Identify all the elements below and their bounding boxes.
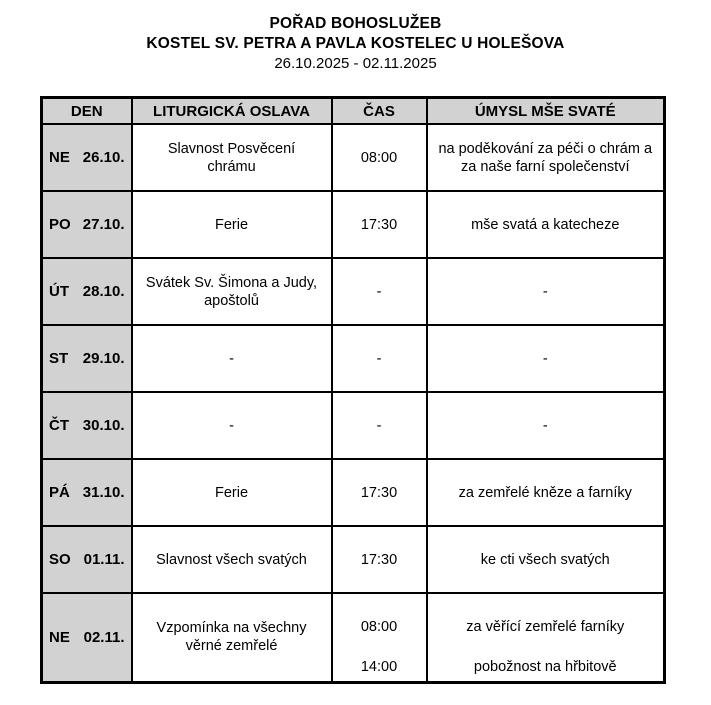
- page-subtitle: KOSTEL SV. PETRA A PAVLA KOSTELEC U HOLEŠOVA: [146, 35, 565, 52]
- intention-line: -: [542, 417, 548, 434]
- table-row: [42, 392, 665, 459]
- day-cell: [42, 392, 132, 459]
- time-cell: [332, 459, 427, 526]
- day-date: 26.10.: [82, 149, 125, 166]
- intention-block: [428, 283, 664, 301]
- day-cell: [42, 593, 132, 682]
- day-date: 02.11.: [83, 628, 125, 646]
- time-value: 14:00: [360, 659, 398, 676]
- intention-cell: [427, 191, 665, 258]
- day-wrap: [43, 283, 131, 300]
- date-range: 26.10.2025 - 02.11.2025: [274, 55, 437, 72]
- intention-cell: [427, 392, 665, 459]
- day-wrap: [43, 484, 131, 501]
- intention-cell: [427, 325, 665, 392]
- celebration-cell: [132, 325, 332, 392]
- celebration-cell: [132, 392, 332, 459]
- day-abbr: ČT: [49, 417, 69, 434]
- table-row: [42, 124, 665, 191]
- intention-line: ke cti všech svatých: [480, 551, 610, 568]
- celebration-line: Slavnost Posvěcení: [167, 140, 296, 157]
- intention-block: [428, 484, 664, 502]
- day-date: 28.10.: [82, 283, 125, 300]
- celebration-line: -: [229, 350, 234, 367]
- day-abbr: PÁ: [49, 484, 70, 501]
- table-row: [42, 526, 665, 593]
- day-wrap: [43, 350, 131, 367]
- celebration-cell: [132, 593, 332, 682]
- time-cell: [332, 258, 427, 325]
- celebration-line: Svátek Sv. Šimona a Judy,: [145, 274, 318, 291]
- intention-block: [428, 551, 664, 569]
- day-cell: [42, 258, 132, 325]
- celebration-line: Ferie: [214, 484, 249, 501]
- intention-block: [428, 658, 664, 676]
- day-abbr: NE: [49, 149, 70, 166]
- intention-line: pobožnost na hřbitově: [473, 659, 617, 676]
- intention-line: za věřící zemřelé farníky: [466, 619, 625, 636]
- time-cell: [332, 325, 427, 392]
- col-header-cas: ČAS: [332, 98, 427, 125]
- intention-line: za zemřelé kněze a farníky: [458, 484, 632, 501]
- celebration-cell: [132, 526, 332, 593]
- intention-line: za naše farní společenství: [461, 158, 630, 175]
- table-row: [42, 325, 665, 392]
- day-date: 30.10.: [82, 417, 125, 434]
- schedule-body: [42, 124, 665, 682]
- celebration-cell: [132, 191, 332, 258]
- celebration-line: chrámu: [207, 158, 256, 175]
- schedule-header: [42, 98, 665, 125]
- intention-cell: [427, 459, 665, 526]
- intention-cell: [427, 258, 665, 325]
- intention-block: [428, 618, 664, 636]
- page-title: POŘAD BOHOSLUŽEB: [269, 15, 442, 32]
- day-cell: [42, 124, 132, 191]
- celebration-line: Vzpomínka na všechny: [156, 620, 307, 637]
- time-value: -: [376, 350, 382, 367]
- day-wrap: [43, 149, 131, 166]
- day-date: 01.11.: [83, 551, 125, 568]
- time-value: 17:30: [360, 484, 398, 501]
- day-date: 27.10.: [82, 216, 125, 233]
- schedule-table: [40, 96, 666, 684]
- table-row: [42, 191, 665, 258]
- day-abbr: NE: [49, 628, 70, 646]
- time-value: -: [376, 417, 382, 434]
- time-value: 08:00: [360, 149, 398, 166]
- day-cell: [42, 459, 132, 526]
- intention-cell: [427, 526, 665, 593]
- time-cell: [332, 191, 427, 258]
- celebration-line: Ferie: [214, 216, 249, 233]
- intention-line: -: [542, 350, 548, 367]
- intention-cell: [427, 124, 665, 191]
- header-row: [42, 98, 665, 125]
- day-abbr: SO: [49, 551, 71, 568]
- intention-block: [428, 417, 664, 435]
- celebration-line: věrné zemřelé: [185, 638, 278, 655]
- day-cell: [42, 526, 132, 593]
- day-abbr: PO: [49, 216, 71, 233]
- intention-line: na poděkování za péči o chrám a: [438, 140, 653, 157]
- day-wrap: [43, 216, 131, 233]
- time-value: -: [376, 283, 382, 300]
- time-cell: [332, 593, 427, 682]
- intention-block: [428, 140, 664, 176]
- day-date: 29.10.: [82, 350, 125, 367]
- celebration-cell: [132, 459, 332, 526]
- table-row: [42, 258, 665, 325]
- time-cell: [332, 526, 427, 593]
- day-cell: [42, 325, 132, 392]
- time-cell: [332, 392, 427, 459]
- intention-block: [428, 350, 664, 368]
- day-abbr: ST: [49, 350, 69, 367]
- intention-block: [428, 216, 664, 234]
- celebration-cell: [132, 258, 332, 325]
- celebration-line: apoštolů: [204, 292, 259, 309]
- intention-line: -: [542, 283, 548, 300]
- col-header-den: DEN: [42, 98, 132, 125]
- title-block: [0, 0, 711, 74]
- table-row: [42, 593, 665, 682]
- day-wrap: [43, 629, 131, 646]
- celebration-cell: [132, 124, 332, 191]
- time-value: 08:00: [360, 619, 398, 636]
- col-header-liturgicka-oslava: LITURGICKÁ OSLAVA: [132, 98, 332, 125]
- time-value: 17:30: [360, 216, 398, 233]
- intention-cell: [427, 593, 665, 682]
- day-cell: [42, 191, 132, 258]
- day-date: 31.10.: [82, 484, 125, 501]
- day-wrap: [43, 551, 131, 568]
- col-header-umysl-mse-svate: ÚMYSL MŠE SVATÉ: [427, 98, 665, 125]
- day-abbr: ÚT: [49, 283, 69, 300]
- celebration-line: Slavnost všech svatých: [156, 551, 307, 568]
- time-cell: [332, 124, 427, 191]
- table-row: [42, 459, 665, 526]
- intention-line: mše svatá a katecheze: [471, 216, 620, 233]
- celebration-line: -: [229, 417, 234, 434]
- time-value: 17:30: [360, 551, 398, 568]
- day-wrap: [43, 417, 131, 434]
